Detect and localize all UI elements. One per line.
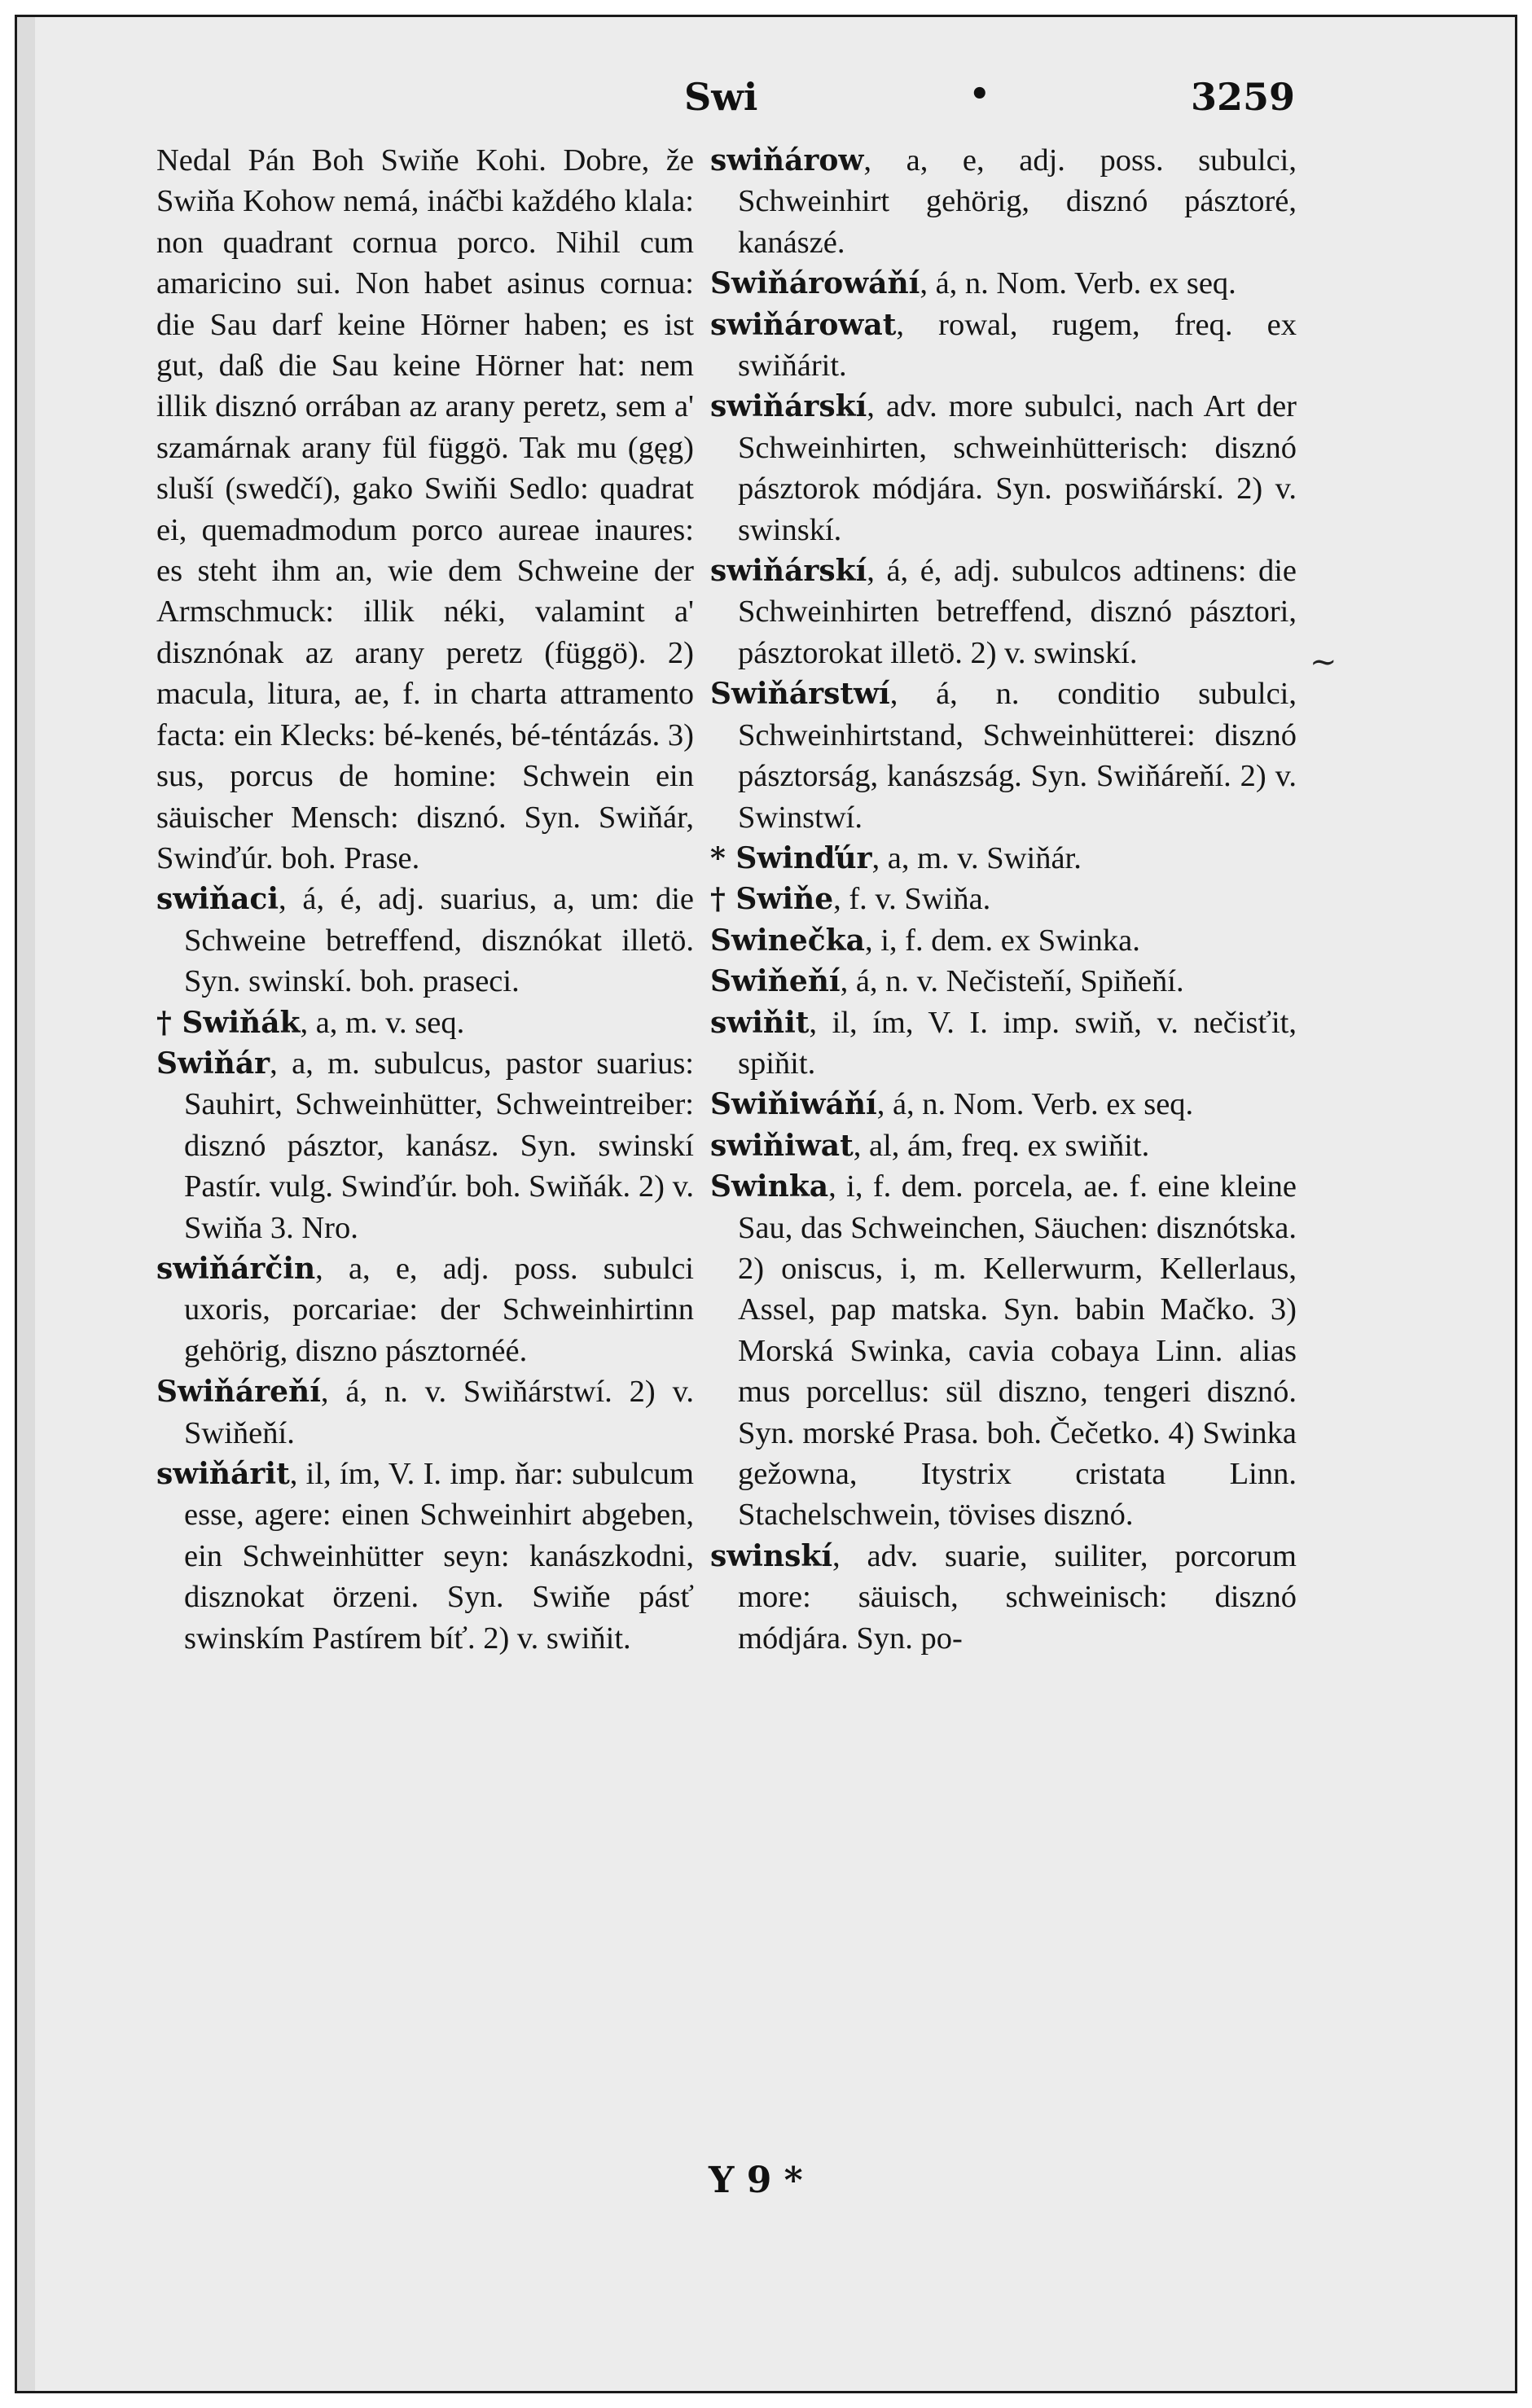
entry-headword: Swiňáreňí — [156, 1375, 321, 1410]
entry-headword: † Swiňe — [710, 882, 834, 917]
entry-headword: Swiňárstwí — [710, 677, 890, 712]
entry-definition: , á, n. v. Nečisteňí, Spiňeňí. — [840, 964, 1184, 999]
entry-headword: swiňiwat — [710, 1128, 854, 1163]
dictionary-entry — [156, 1371, 694, 1454]
entry-headword: swiňárowat — [710, 307, 897, 342]
entry-definition: , á, n. v. Swiňárstwí. 2) v. Swiňeňí. — [184, 1375, 694, 1450]
dictionary-entry — [710, 1536, 1297, 1659]
entry-definition: , a, m. v. seq. — [300, 1005, 465, 1040]
dictionary-entry — [710, 386, 1297, 550]
entry-definition: , al, ám, freq. ex swiňit. — [853, 1128, 1150, 1163]
entry-headword: swiňárow — [710, 143, 864, 178]
entry-headword: Swinka — [710, 1169, 829, 1204]
right-column — [710, 140, 1297, 2200]
entry-headword: swiňárit — [156, 1457, 290, 1491]
header-guide-word: Swi — [684, 75, 758, 119]
dictionary-entry — [710, 961, 1297, 1002]
entry-definition: , á, n. conditio subulci, Schweinhirtstand, Schweinhütterei: disznó pásztorság, kanászság. Syn. Swiňáreňí. 2) v. Swinstwí. — [738, 677, 1297, 835]
dictionary-entry — [710, 550, 1297, 673]
entry-headword: swiňaci — [156, 882, 279, 917]
entry-headword: Swinečka — [710, 923, 865, 958]
entry-headword: swiňárskí — [710, 554, 867, 589]
entry-headword: Swiňár — [156, 1046, 270, 1081]
dictionary-entry — [156, 1248, 694, 1371]
dictionary-entry — [710, 1002, 1297, 1085]
entry-headword: swiňárčin — [156, 1251, 316, 1286]
entry-definition: , á, é, adj. suarius, a, um: die Schweine betreffend, disznókat illetö. Syn. swinskí. boh. praseci. — [184, 882, 694, 999]
dictionary-entry — [710, 305, 1297, 387]
entry-definition: , i, f. dem. ex Swinka. — [864, 923, 1140, 958]
entry-definition: , il, ím, V. I. imp. ňar: subulcum esse, agere: einen Schweinhirt abgeben, ein Schweinhütter seyn: kanászkodni, disznokat örzeni. Syn. Swiňe pásť swinskím Pastírem bíť. 2) v. swiňit. — [184, 1457, 694, 1656]
entry-definition: , a, m. v. Swiňár. — [871, 840, 1082, 875]
entry-headword: * Swinďúr — [710, 840, 872, 875]
entry-definition: , a, e, adj. poss. subulci uxoris, porcariae: der Schweinhirtinn gehörig, diszno pásztornéé. — [184, 1251, 694, 1368]
entry-headword: † Swiňák — [156, 1005, 301, 1040]
dictionary-entry — [156, 1043, 694, 1248]
entry-definition: , f. v. Swiňa. — [833, 882, 991, 917]
entry-headword: swinskí — [710, 1538, 832, 1573]
continued-entry — [156, 140, 694, 879]
scan-binding-edge — [17, 17, 35, 2391]
entry-definition: , á, n. Nom. Verb. ex seq. — [920, 266, 1236, 301]
dictionary-entry — [156, 1002, 694, 1043]
signature-mark: Y 9 * — [709, 2160, 803, 2201]
entry-headword: Swiňeňí — [710, 964, 841, 999]
entry-headword: swiňit — [710, 1005, 810, 1040]
running-header — [155, 75, 1295, 124]
entry-headword: Swiňiwáňí — [710, 1087, 877, 1122]
dictionary-entry — [710, 673, 1297, 838]
left-column — [156, 140, 694, 2200]
page-number: 3259 — [1190, 75, 1295, 119]
entry-definition: , il, ím, V. I. imp. swiň, v. nečisťit, spiňit. — [738, 1005, 1297, 1081]
dictionary-entry — [710, 140, 1297, 263]
entry-definition: Nedal Pán Boh Swiňe Kohi. Dobre, že Swiňa Kohow nemá, ináčbi každého klala: non quadrant cornua porco. Nihil cum amaricino sui. Non habet asinus cornua: die Sau darf keine Hörner haben; es ist gut, daß die Sau keine Hörner hat: nem illik disznó orrában az arany peretz, sem a' szamárnak arany fül függö. Tak mu (gęg) sluší (swedčí), gako Swiňi Sedlo: quadrat ei, quemadmodum porco aureae inaures: es steht ihm an, wie dem Schweine der Armschmuck: illik néki, valamint a' disznónak az arany peretz (függö). 2) macula, litura, ae, f. in charta attramento facta: ein Klecks: bé-kenés, bé-téntázás. 3) sus, porcus de homine: Schwein ein säuischer Mensch: disznó. Syn. Swiňár, Swinďúr. boh. Prase. — [156, 143, 694, 875]
dictionary-entry — [156, 1454, 694, 1659]
dictionary-entry — [710, 920, 1297, 961]
header-dot: • — [969, 75, 990, 113]
entry-definition: , i, f. dem. porcela, ae. f. eine kleine Sau, das Schweinchen, Säuchen: disznótska. 2) oniscus, i, m. Kellerwurm, Kellerlaus, Assel, pap matska. Syn. babin Mačko. 3) Morská Swinka, cavia cobaya Linn. alias mus porcellus: sül diszno, tengeri disznó. Syn. morské Prasa. boh. Čečetko. 4) Swinka gežowna, Itystrix cristata Linn. Stachelschwein, tövises disznó. — [738, 1169, 1297, 1533]
entry-headword: swiňárskí — [710, 389, 867, 424]
entry-definition: , adv. more subulci, nach Art der Schweinhirten, schweinhütterisch: disznó pásztorok módjára. Syn. poswiňárskí. 2) v. swinskí. — [738, 389, 1297, 547]
entry-definition: , rowal, rugem, freq. ex swiňárit. — [738, 307, 1297, 384]
dictionary-entry — [156, 879, 694, 1002]
dictionary-entry — [710, 1125, 1297, 1166]
entry-definition: , adv. suarie, suiliter, porcorum more: säuisch, schweinisch: disznó módjára. Syn. po- — [738, 1538, 1297, 1656]
dictionary-entry — [710, 838, 1297, 879]
dictionary-entry — [710, 263, 1297, 304]
entry-headword: Swiňárowáňí — [710, 266, 920, 301]
entry-definition: , á, é, adj. subulcos adtinens: die Schweinhirten betreffend, disznó pásztori, pásztorokat illetö. 2) v. swinskí. — [738, 554, 1297, 670]
entry-definition: , á, n. Nom. Verb. ex seq. — [876, 1087, 1194, 1122]
entry-definition: , a, e, adj. poss. subulci, Schweinhirt gehörig, disznó pásztoré, kanászé. — [738, 143, 1297, 260]
dictionary-entry — [710, 879, 1297, 919]
dictionary-entry — [710, 1084, 1297, 1125]
dictionary-entry — [710, 1166, 1297, 1536]
entry-definition: , a, m. subulcus, pastor suarius: Sauhirt, Schweinhütter, Schweintreiber: disznó pásztor, kanász. Syn. swinskí Pastír. vulg. Swinďúr. boh. Swiňák. 2) v. Swiňa 3. Nro. — [184, 1046, 694, 1245]
margin-mark: ~ — [1310, 643, 1337, 681]
